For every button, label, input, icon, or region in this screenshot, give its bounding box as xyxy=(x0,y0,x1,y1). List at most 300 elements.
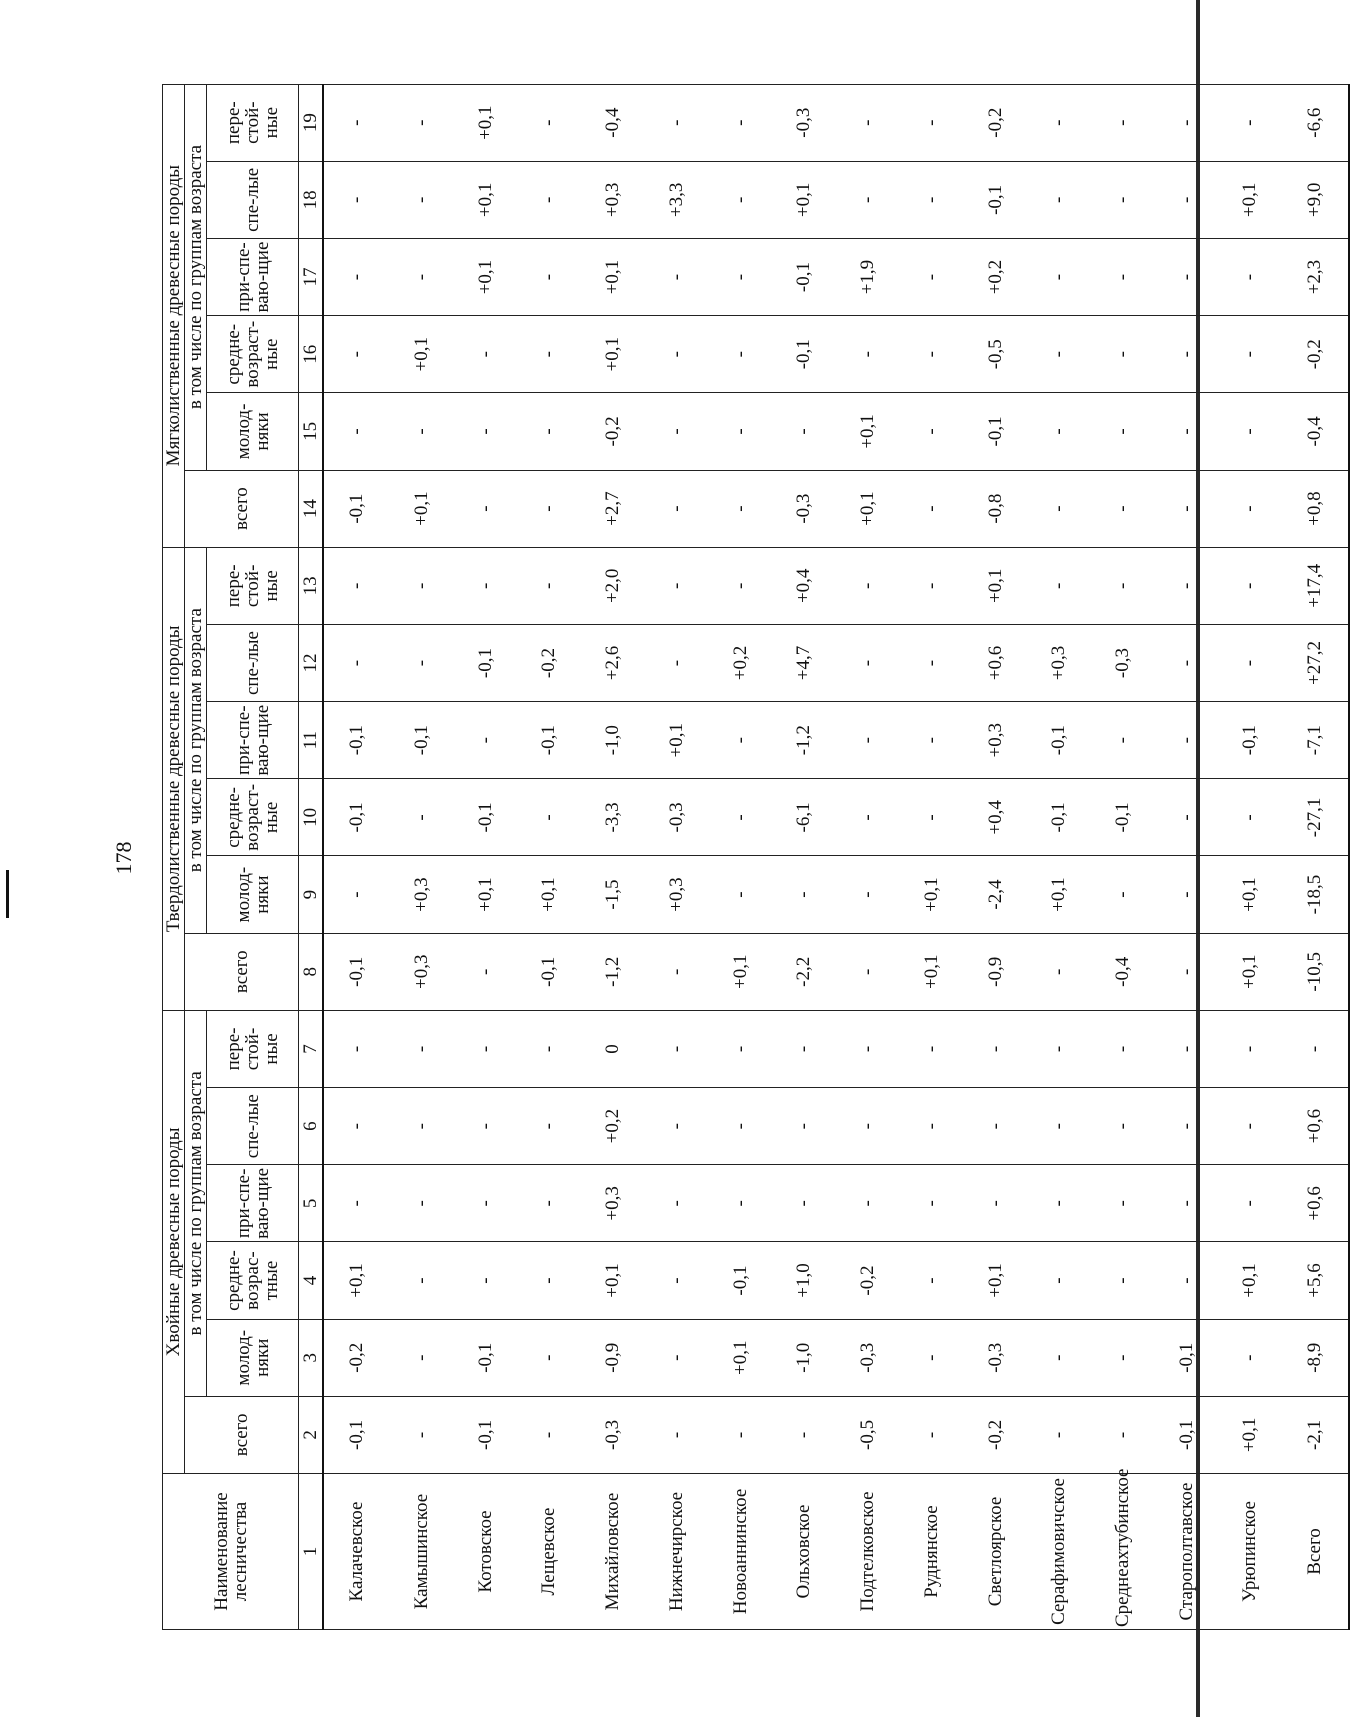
table-cell: - xyxy=(1218,1319,1282,1396)
table-cell: +0,1 xyxy=(708,1319,772,1396)
column-number: 3 xyxy=(299,1319,323,1396)
rotated-table-container xyxy=(162,84,1350,1630)
forestry-name: Урюпинское xyxy=(1218,1474,1282,1630)
table-cell: -0,1 xyxy=(772,238,836,315)
table-cell: - xyxy=(836,84,900,161)
table-cell: - xyxy=(836,1010,900,1087)
column-number: 18 xyxy=(299,161,323,238)
table-cell: -0,1 xyxy=(323,1396,390,1473)
table-cell: +9,0 xyxy=(1282,161,1349,238)
column-number: 9 xyxy=(299,856,323,933)
table-cell: - xyxy=(1154,238,1218,315)
table-cell: +0,1 xyxy=(453,161,517,238)
table-cell: - xyxy=(1154,547,1218,624)
table-cell: - xyxy=(1091,856,1155,933)
forestry-name: Калачевское xyxy=(323,1474,390,1630)
table-cell: -0,1 xyxy=(453,1319,517,1396)
table-cell: +0,1 xyxy=(899,856,963,933)
table-cell: -0,3 xyxy=(963,1319,1027,1396)
table-cell: - xyxy=(323,624,390,701)
table-cell: -3,3 xyxy=(581,779,645,856)
table-cell: +0,1 xyxy=(1027,856,1091,933)
table-cell: - xyxy=(323,856,390,933)
table-row xyxy=(1027,84,1091,1629)
table-cell: - xyxy=(708,84,772,161)
table-cell: -0,1 xyxy=(517,702,581,779)
table-cell: +2,7 xyxy=(581,470,645,547)
table-cell: - xyxy=(645,933,709,1010)
table-cell: -0,3 xyxy=(645,779,709,856)
table-cell: - xyxy=(453,547,517,624)
table-cell: - xyxy=(708,316,772,393)
table-cell: - xyxy=(1218,393,1282,470)
table-cell: - xyxy=(1218,1088,1282,1165)
column-number: 4 xyxy=(299,1242,323,1319)
table-cell: - xyxy=(899,1165,963,1242)
table-cell: -1,0 xyxy=(772,1319,836,1396)
header-name: Наименование лесничества xyxy=(163,1474,299,1630)
table-cell: - xyxy=(323,238,390,315)
table-cell: -0,1 xyxy=(708,1242,772,1319)
table-cell: - xyxy=(708,393,772,470)
table-cell: - xyxy=(1154,1242,1218,1319)
table-cell: -0,2 xyxy=(517,624,581,701)
table-cell: -0,1 xyxy=(323,779,390,856)
forestry-name: Подтелковское xyxy=(836,1474,900,1630)
table-cell: +0,1 xyxy=(899,933,963,1010)
table-cell: - xyxy=(772,1396,836,1473)
table-cell: - xyxy=(1218,547,1282,624)
table-cell: - xyxy=(1154,470,1218,547)
column-number: 1 xyxy=(299,1474,323,1630)
table-cell: - xyxy=(836,933,900,1010)
table-cell: -0,1 xyxy=(453,1396,517,1473)
table-cell: - xyxy=(517,161,581,238)
table-cell: +5,6 xyxy=(1282,1242,1349,1319)
column-number: 8 xyxy=(299,933,323,1010)
table-cell: - xyxy=(517,1319,581,1396)
header-age: спе-лые xyxy=(207,161,299,238)
table-cell: +0,1 xyxy=(836,470,900,547)
table-cell: - xyxy=(323,547,390,624)
table-cell: - xyxy=(517,1396,581,1473)
table-cell: - xyxy=(1091,702,1155,779)
table-cell: - xyxy=(390,1242,454,1319)
forestry-name: Камышинское xyxy=(390,1474,454,1630)
table-row xyxy=(836,84,900,1629)
table-cell: - xyxy=(1154,316,1218,393)
table-cell: - xyxy=(899,1010,963,1087)
forestry-name: Старополтавское xyxy=(1154,1474,1218,1630)
table-cell: +0,2 xyxy=(963,238,1027,315)
table-cell: - xyxy=(1027,84,1091,161)
table-cell: +0,1 xyxy=(453,84,517,161)
table-cell: - xyxy=(1027,393,1091,470)
table-cell: - xyxy=(772,1088,836,1165)
table-cell: -0,1 xyxy=(323,702,390,779)
header-age: пере-стой-ные xyxy=(207,547,299,624)
table-cell: - xyxy=(1091,547,1155,624)
column-number: 5 xyxy=(299,1165,323,1242)
table-cell: - xyxy=(1282,1010,1349,1087)
table-cell: -0,5 xyxy=(963,316,1027,393)
table-row xyxy=(453,84,517,1629)
table-cell: - xyxy=(453,393,517,470)
column-number: 12 xyxy=(299,624,323,701)
table-cell: +0,1 xyxy=(645,702,709,779)
table-cell: - xyxy=(390,1319,454,1396)
table-cell: - xyxy=(323,1010,390,1087)
column-number: 10 xyxy=(299,779,323,856)
table-cell: -8,9 xyxy=(1282,1319,1349,1396)
table-cell: - xyxy=(1027,316,1091,393)
table-cell: - xyxy=(1027,1319,1091,1396)
table-row xyxy=(1091,84,1155,1629)
table-cell: -0,1 xyxy=(1218,702,1282,779)
table-cell: - xyxy=(899,470,963,547)
column-number: 14 xyxy=(299,470,323,547)
table-cell: -1,0 xyxy=(581,702,645,779)
table-cell: - xyxy=(899,624,963,701)
table-cell: - xyxy=(645,624,709,701)
header-by-age: в том числе по группам возраста xyxy=(185,84,207,470)
table-cell: -0,1 xyxy=(1154,1396,1218,1473)
table-cell: - xyxy=(390,161,454,238)
column-number: 13 xyxy=(299,547,323,624)
table-cell: - xyxy=(1027,547,1091,624)
table-cell: - xyxy=(517,1242,581,1319)
forestry-name: Новоаннинское xyxy=(708,1474,772,1630)
table-cell: - xyxy=(963,1165,1027,1242)
table-cell: - xyxy=(772,1010,836,1087)
column-number: 19 xyxy=(299,84,323,161)
table-cell: +0,1 xyxy=(772,161,836,238)
table-cell: +0,1 xyxy=(581,1242,645,1319)
table-cell: - xyxy=(453,1242,517,1319)
forestry-name: Котовское xyxy=(453,1474,517,1630)
table-cell: +0,1 xyxy=(581,316,645,393)
table-cell: - xyxy=(708,1010,772,1087)
table-cell: - xyxy=(390,84,454,161)
table-cell: -6,1 xyxy=(772,779,836,856)
table-cell: +0,4 xyxy=(963,779,1027,856)
table-cell: - xyxy=(517,238,581,315)
table-cell: -0,1 xyxy=(1027,779,1091,856)
table-cell: -0,3 xyxy=(1091,624,1155,701)
table-cell: -0,4 xyxy=(581,84,645,161)
table-cell: - xyxy=(390,1010,454,1087)
table-cell: +0,6 xyxy=(1282,1088,1349,1165)
table-cell: - xyxy=(708,1088,772,1165)
table-cell: - xyxy=(1027,933,1091,1010)
table-cell: - xyxy=(453,316,517,393)
table-cell: +0,1 xyxy=(1218,1396,1282,1473)
table-cell: - xyxy=(390,624,454,701)
table-cell: - xyxy=(963,1010,1027,1087)
table-cell: - xyxy=(708,702,772,779)
table-cell: - xyxy=(323,84,390,161)
table-cell: +0,1 xyxy=(323,1242,390,1319)
forestry-name: Лещевское xyxy=(517,1474,581,1630)
table-row xyxy=(772,84,836,1629)
table-cell: - xyxy=(1091,238,1155,315)
table-cell: - xyxy=(453,1088,517,1165)
table-cell: - xyxy=(390,779,454,856)
table-cell: -2,1 xyxy=(1282,1396,1349,1473)
table-cell: -0,1 xyxy=(772,316,836,393)
table-cell: - xyxy=(1154,624,1218,701)
table-cell: 0 xyxy=(581,1010,645,1087)
table-cell: +2,3 xyxy=(1282,238,1349,315)
table-cell: - xyxy=(390,238,454,315)
table-row xyxy=(1154,84,1218,1629)
header-age: средне-возрас-тные xyxy=(207,1242,299,1319)
header-age: пере-стой-ные xyxy=(207,1010,299,1087)
table-row xyxy=(899,84,963,1629)
table-row xyxy=(581,84,645,1629)
table-row xyxy=(963,84,1027,1629)
table-cell: - xyxy=(1154,702,1218,779)
table-cell: -0,1 xyxy=(1027,702,1091,779)
table-cell: +0,1 xyxy=(708,933,772,1010)
table-cell: - xyxy=(517,84,581,161)
table-cell: - xyxy=(517,1165,581,1242)
table-cell: -0,3 xyxy=(772,470,836,547)
table-cell: - xyxy=(453,1010,517,1087)
table-cell: - xyxy=(1027,1088,1091,1165)
table-cell: - xyxy=(836,547,900,624)
table-cell: - xyxy=(1218,238,1282,315)
table-cell: - xyxy=(899,1088,963,1165)
table-cell: +0,2 xyxy=(581,1088,645,1165)
table-cell: - xyxy=(645,1396,709,1473)
table-cell: +0,3 xyxy=(390,856,454,933)
table-cell: +0,1 xyxy=(836,393,900,470)
table-cell: - xyxy=(772,856,836,933)
table-cell: - xyxy=(836,1088,900,1165)
table-cell: -0,2 xyxy=(1282,316,1349,393)
forestry-name: Михайловское xyxy=(581,1474,645,1630)
table-cell: - xyxy=(1091,84,1155,161)
forestry-name: Руднянское xyxy=(899,1474,963,1630)
table-cell: - xyxy=(836,316,900,393)
table-cell: - xyxy=(899,1396,963,1473)
table-cell: -0,9 xyxy=(581,1319,645,1396)
column-number: 2 xyxy=(299,1396,323,1473)
table-cell: - xyxy=(836,779,900,856)
table-cell: -7,1 xyxy=(1282,702,1349,779)
table-cell: -10,5 xyxy=(1282,933,1349,1010)
table-cell: - xyxy=(1091,1396,1155,1473)
table-cell: - xyxy=(1154,84,1218,161)
table-cell: - xyxy=(1091,316,1155,393)
table-cell: -2,2 xyxy=(772,933,836,1010)
table-cell: - xyxy=(645,1010,709,1087)
table-cell: - xyxy=(1218,779,1282,856)
table-row xyxy=(645,84,709,1629)
page-number: 178 xyxy=(111,841,136,875)
table-cell: -0,1 xyxy=(1154,1319,1218,1396)
table-row xyxy=(1218,84,1282,1629)
table-cell: - xyxy=(899,393,963,470)
table-cell: - xyxy=(708,1165,772,1242)
header-total: всего xyxy=(185,933,299,1010)
table-cell: -18,5 xyxy=(1282,856,1349,933)
table-cell: +3,3 xyxy=(645,161,709,238)
table-cell: - xyxy=(708,470,772,547)
forestry-name: Всего xyxy=(1282,1474,1349,1630)
table-cell: - xyxy=(645,470,709,547)
table-cell: - xyxy=(1027,238,1091,315)
table-cell: - xyxy=(772,393,836,470)
table-cell: - xyxy=(1154,161,1218,238)
table-cell: - xyxy=(708,1396,772,1473)
table-cell: - xyxy=(836,702,900,779)
column-number: 15 xyxy=(299,393,323,470)
table-cell: +0,1 xyxy=(453,856,517,933)
table-cell: -0,1 xyxy=(323,933,390,1010)
table-cell: - xyxy=(836,161,900,238)
table-cell: +4,7 xyxy=(772,624,836,701)
table-cell: - xyxy=(899,1242,963,1319)
table-cell: +0,6 xyxy=(1282,1165,1349,1242)
forestry-name: Нижнечирское xyxy=(645,1474,709,1630)
table-cell: - xyxy=(1218,1165,1282,1242)
table-cell: +1,9 xyxy=(836,238,900,315)
header-age: молод-няки xyxy=(207,856,299,933)
header-by-age: в том числе по группам возраста xyxy=(185,547,207,933)
table-cell: - xyxy=(899,702,963,779)
table-cell: - xyxy=(1027,1396,1091,1473)
table-cell: - xyxy=(708,856,772,933)
forestry-name: Серафимовичское xyxy=(1027,1474,1091,1630)
table-cell: - xyxy=(1027,1165,1091,1242)
table-cell: +0,1 xyxy=(1218,856,1282,933)
table-cell: - xyxy=(323,161,390,238)
table-cell: +0,1 xyxy=(963,547,1027,624)
table-cell: - xyxy=(1154,1165,1218,1242)
table-cell: -0,1 xyxy=(453,624,517,701)
table-cell: - xyxy=(645,547,709,624)
header-age: средне-возраст-ные xyxy=(207,316,299,393)
table-cell: - xyxy=(1091,393,1155,470)
table-cell: - xyxy=(453,470,517,547)
table-cell: - xyxy=(1027,161,1091,238)
table-cell: - xyxy=(517,470,581,547)
table-cell: -0,2 xyxy=(581,393,645,470)
table-cell: -0,2 xyxy=(836,1242,900,1319)
table-cell: -0,2 xyxy=(963,1396,1027,1473)
table-row xyxy=(708,84,772,1629)
table-cell: - xyxy=(708,161,772,238)
table-cell: +17,4 xyxy=(1282,547,1349,624)
forestry-name: Ольховское xyxy=(772,1474,836,1630)
table-cell: -0,8 xyxy=(963,470,1027,547)
table-cell: - xyxy=(836,1165,900,1242)
table-cell: - xyxy=(1218,1010,1282,1087)
header-by-age: в том числе по группам возраста xyxy=(185,1010,207,1396)
table-cell: +0,3 xyxy=(645,856,709,933)
table-cell: -0,9 xyxy=(963,933,1027,1010)
table-cell: - xyxy=(645,238,709,315)
header-group-conifer: Хвойные древесные породы xyxy=(163,1010,185,1473)
table-cell: +0,3 xyxy=(581,161,645,238)
table-cell: - xyxy=(517,393,581,470)
table-cell: - xyxy=(390,393,454,470)
table-row xyxy=(517,84,581,1629)
table-cell: -1,2 xyxy=(772,702,836,779)
table-cell: +0,1 xyxy=(390,316,454,393)
table-cell: +0,1 xyxy=(581,238,645,315)
table-cell: -27,1 xyxy=(1282,779,1349,856)
table-cell: - xyxy=(772,1165,836,1242)
table-cell: +0,3 xyxy=(1027,624,1091,701)
table-cell: - xyxy=(1091,1242,1155,1319)
table-cell: -0,1 xyxy=(517,933,581,1010)
forestry-name: Светлоярское xyxy=(963,1474,1027,1630)
table-cell: - xyxy=(323,316,390,393)
header-total: всего xyxy=(185,470,299,547)
table-cell: -0,1 xyxy=(323,470,390,547)
table-cell: +0,4 xyxy=(772,547,836,624)
table-cell: +0,1 xyxy=(1218,933,1282,1010)
table-cell: -0,1 xyxy=(453,779,517,856)
table-cell: - xyxy=(963,1088,1027,1165)
table-cell: -0,5 xyxy=(836,1396,900,1473)
table-cell: - xyxy=(1154,856,1218,933)
table-cell: - xyxy=(390,547,454,624)
table-cell: - xyxy=(1027,470,1091,547)
table-cell: - xyxy=(323,1165,390,1242)
table-cell: +0,6 xyxy=(963,624,1027,701)
table-cell: - xyxy=(390,1396,454,1473)
forest-change-table xyxy=(162,84,1350,1630)
table-cell: - xyxy=(453,933,517,1010)
table-cell: - xyxy=(645,316,709,393)
table-cell: - xyxy=(899,84,963,161)
table-cell: - xyxy=(1154,779,1218,856)
header-age: при-спе-ваю-щие xyxy=(207,1165,299,1242)
header-total: всего xyxy=(185,1396,299,1473)
table-cell: - xyxy=(899,238,963,315)
header-group-hardwood: Твердолиственные древесные породы xyxy=(163,547,185,1010)
table-cell: -0,2 xyxy=(963,84,1027,161)
header-age: спе-лые xyxy=(207,624,299,701)
header-age: при-спе-ваю-щие xyxy=(207,702,299,779)
table-cell: - xyxy=(517,547,581,624)
table-cell: -0,2 xyxy=(323,1319,390,1396)
table-cell: - xyxy=(517,1010,581,1087)
header-group-softwood: Мягколиственные древесные породы xyxy=(163,84,185,547)
table-cell: +0,1 xyxy=(517,856,581,933)
table-cell: - xyxy=(708,547,772,624)
table-cell: -0,1 xyxy=(963,393,1027,470)
table-cell: - xyxy=(323,1088,390,1165)
table-cell: - xyxy=(1154,1010,1218,1087)
table-cell: - xyxy=(1154,393,1218,470)
table-row xyxy=(390,84,454,1629)
table-cell: - xyxy=(453,702,517,779)
table-row xyxy=(323,84,390,1629)
forestry-name: Среднеахтубинское xyxy=(1091,1474,1155,1630)
header-age: пере-стой-ные xyxy=(207,84,299,161)
table-cell: - xyxy=(517,1088,581,1165)
table-cell: +0,1 xyxy=(963,1242,1027,1319)
table-cell: - xyxy=(1218,316,1282,393)
table-cell: -0,4 xyxy=(1091,933,1155,1010)
table-cell: - xyxy=(836,624,900,701)
scan-mark xyxy=(6,870,9,918)
